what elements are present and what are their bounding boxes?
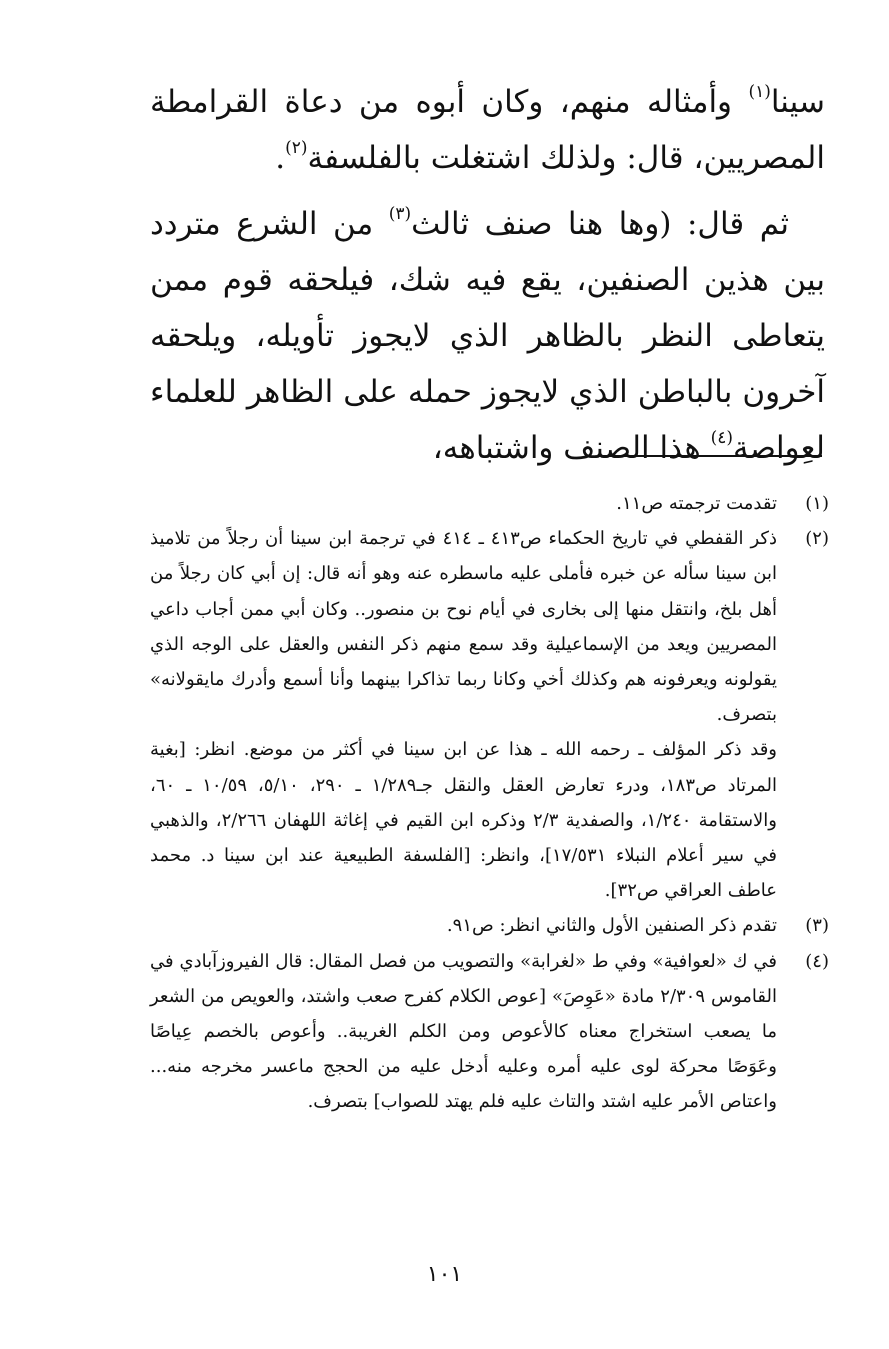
footnote-number: (٤) — [805, 950, 829, 972]
footnote-text: وقد ذكر المؤلف ـ رحمه الله ـ هذا عن ابن سينا في أكثر من موضع. انظر: [بغية المرتاد ص١٨٣، ودرء تعارض العقل والنقل جـ١/٢٨٩ ـ ٢٩٠، ٥/١٠، ١٠/٥٩ ـ ٦٠، والاستقامة ١/٢٤٠، والصفدية ٢/٣ وذكره ابن القيم في إغاثة اللهفان ٢/٢٦٦، والذهبي في سير أعلام النبلاء ١٧/٥٣١]، وانظر: [الفلسفة الطبيعية عند ابن سينا د. محمد عاطف العراقي ص٣٢]. — [150, 739, 778, 902]
text-run: وأمثاله منهم، وكان أبوه من دعاة القرامطة المصريين، قال: ولذلك اشتغلت بالفلسفة — [150, 84, 825, 176]
footnote — [150, 944, 829, 1120]
footnote-body — [150, 486, 777, 521]
text-run: . — [275, 140, 286, 176]
footnote — [150, 908, 829, 943]
text-run: من الشرع متردد بين هذين الصنفين، يقع فيه شك، فيلحقه قوم ممن يتعاطى النظر بالظاهر الذي لايجوز تأويله، ويلحقه آخرون بالباطن الذي لايجوز حمله على الظاهر للعلماء لعِواصة — [150, 206, 825, 466]
footnote-divider — [598, 455, 822, 457]
text-run: ثم قال: (وها هنا صنف ثالث — [411, 206, 789, 242]
main-paragraph — [150, 74, 825, 186]
footnote-number: (١) — [805, 493, 829, 514]
footnote-body — [150, 908, 777, 943]
footnote — [150, 486, 829, 521]
footnote-ref: (٢) — [285, 137, 308, 158]
footnote-ref: (٣) — [388, 203, 412, 224]
footnote-text: تقدمت ترجمته ص١١. — [616, 493, 777, 514]
footnote-body — [150, 521, 777, 908]
footnotes — [150, 486, 829, 1120]
text-run: سينا — [770, 84, 825, 120]
text-run: هذا الصنف واشتباهه، — [432, 430, 711, 466]
footnote-number: (٢) — [805, 528, 829, 550]
footnote-text: ذكر القفطي في تاريخ الحكماء ص٤١٣ ـ ٤١٤ في ترجمة ابن سينا أن رجلاً من تلاميذ ابن سينا سأله عن خبره فأملى عليه ماسطره عنه وهو أنه قال: إن أبي كان رجلاً من أهل بلخ، وانتقل منها إلى بخارى في أيام نوح بن منصور.. وكان أبي ممن أجاب داعي المصريين ويعد من الإسماعيلية وقد سمع منهم ذكر النفس والعقل على الوجه الذي يقولونه ويعرفونه هم وكذلك أخي وكانا ربما تذاكرا بينهما وأنا أسمع وأدرك مايقولانه» بتصرف. — [150, 528, 777, 726]
footnote-ref: (١) — [748, 81, 771, 102]
main-paragraph — [150, 196, 825, 476]
footnote — [150, 521, 829, 908]
footnote-ref: (٤) — [710, 427, 734, 448]
footnote-number: (٣) — [805, 915, 829, 937]
footnote-text: في ك «لعوافية» وفي ط «لغرابة» والتصويب من فصل المقال: قال الفيروزآبادي في القاموس ٢/٣٠٩ مادة «عَوِصَ» [عوص الكلام كفرح صعب واشتد، والعويص من الشعر ما يصعب استخراج معناه كالأعوص ومن الكلم الغريبة.. وأعوص بالخصم عِياصًا وعَوَصًا محركة لوى عليه أمره وعليه أدخل عليه من الحجج ماعسر مخرجه منه... واعتاص الأمر عليه اشتد والتاث عليه فلم يهتد للصواب] بتصرف. — [150, 950, 777, 1113]
main-text — [150, 74, 825, 476]
footnote-body — [150, 944, 777, 1120]
footnote-text: تقدم ذكر الصنفين الأول والثاني انظر: ص٩١. — [446, 915, 777, 937]
page-number: ١٠١ — [426, 1262, 463, 1287]
